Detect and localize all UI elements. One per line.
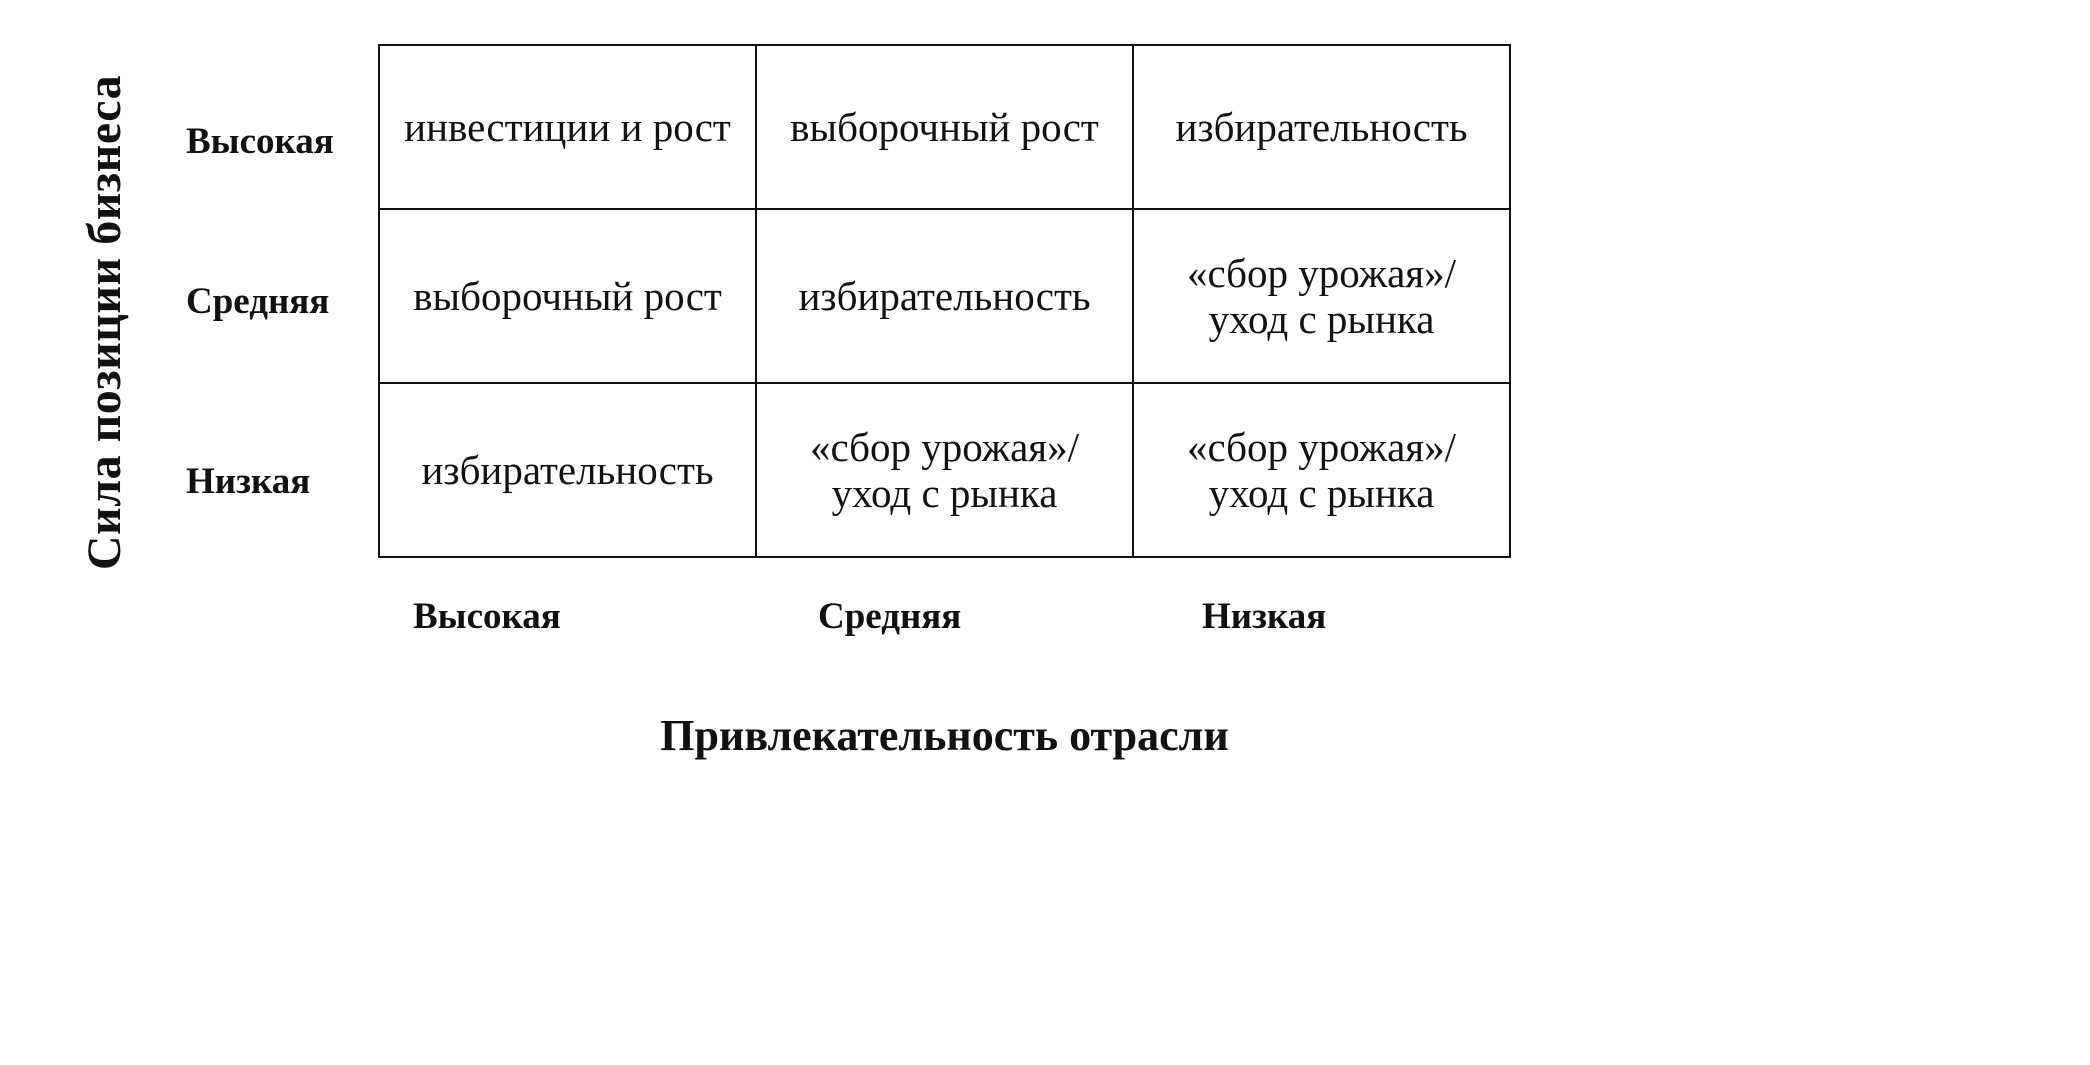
y-axis-title	[75, 74, 135, 571]
matrix-cell: избирательность	[756, 209, 1133, 383]
matrix-cell: «сбор урожая»/ уход с рынка	[756, 383, 1133, 557]
matrix-row-low	[379, 383, 1510, 557]
matrix-cell: избирательность	[1133, 45, 1510, 209]
matrix-cell: выборочный рост	[379, 209, 756, 383]
row-label-high: Высокая	[186, 121, 334, 162]
matrix-row-high	[379, 45, 1510, 209]
strategy-matrix	[378, 44, 1511, 558]
y-axis-title-text: Сила позиции бизнеса	[78, 74, 132, 571]
matrix-cell: избирательность	[379, 383, 756, 557]
row-label-low: Низкая	[186, 461, 311, 502]
column-label-high: Высокая	[413, 596, 561, 637]
row-label-medium: Средняя	[186, 281, 330, 322]
matrix-row-medium	[379, 209, 1510, 383]
column-label-medium: Средняя	[818, 596, 962, 637]
x-axis-title: Привлекательность отрасли	[660, 711, 1229, 760]
matrix-cell: «сбор урожая»/ уход с рынка	[1133, 383, 1510, 557]
matrix-cell: «сбор урожая»/ уход с рынка	[1133, 209, 1510, 383]
matrix-cell: инвестиции и рост	[379, 45, 756, 209]
column-label-low: Низкая	[1202, 596, 1327, 637]
matrix-cell: выборочный рост	[756, 45, 1133, 209]
